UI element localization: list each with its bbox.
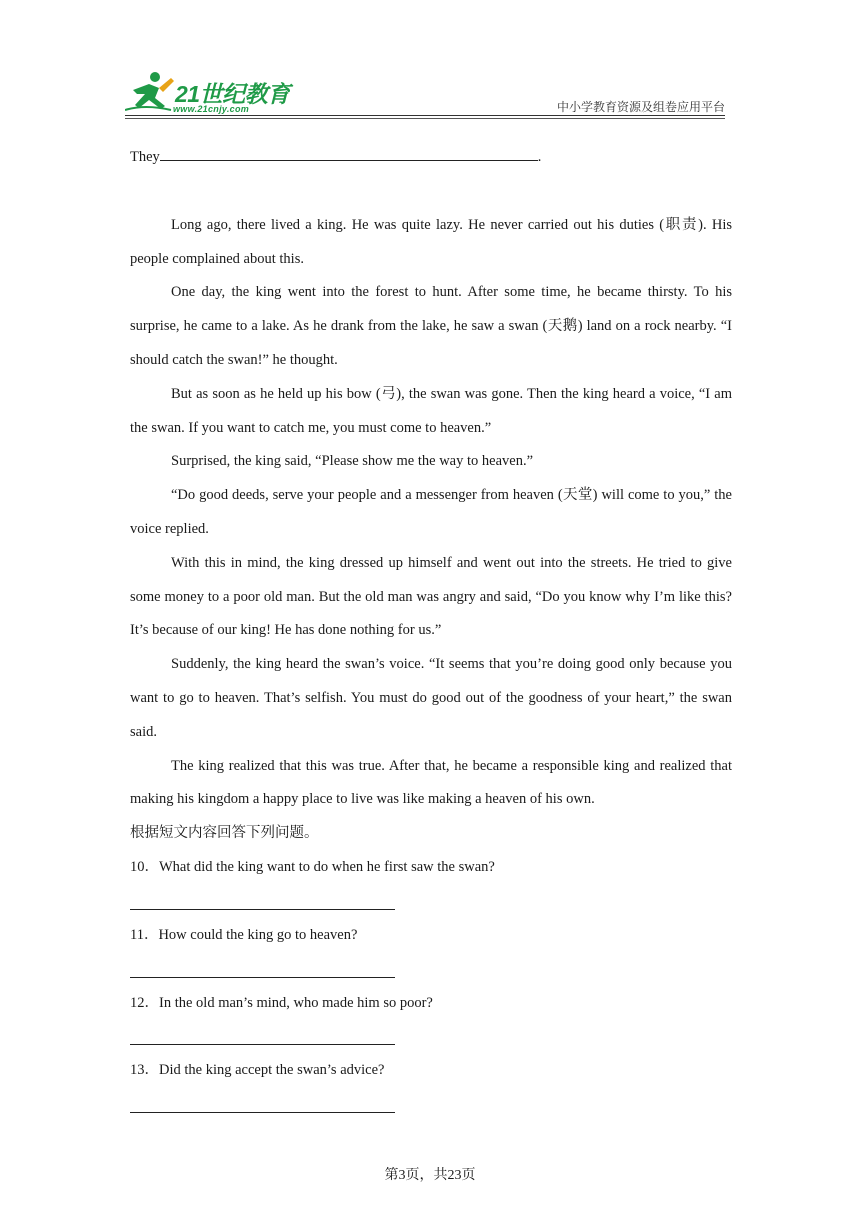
answer-line-10[interactable] bbox=[130, 885, 395, 910]
passage-paragraph: But as soon as he held up his bow (弓), the swan was gone. Then the king heard a voice, “I am the swan. If you want to catch me, you must come to heaven.” bbox=[130, 385, 732, 436]
question-10: 10．What did the king want to do when he first saw the swan? bbox=[130, 858, 495, 875]
logo-url: www.21cnjy.com bbox=[173, 104, 250, 114]
instruction-text: 根据短文内容回答下列问题。 bbox=[130, 825, 319, 842]
answer-line-13[interactable] bbox=[130, 1088, 395, 1113]
passage-paragraph: The king realized that this was true. After that, he became a responsible king and realized that making his kingdom a happy place to live was like making a heaven of his own. bbox=[130, 757, 732, 808]
document-body bbox=[130, 140, 732, 1122]
header-divider bbox=[125, 115, 725, 116]
header-divider-thin bbox=[125, 118, 725, 119]
they-prefix: They bbox=[130, 149, 160, 165]
answer-blank[interactable] bbox=[160, 140, 538, 161]
page-header bbox=[125, 68, 725, 116]
page-number: 第3页，共23页 bbox=[384, 1168, 476, 1183]
answer-line-11[interactable] bbox=[130, 953, 395, 978]
they-suffix: . bbox=[537, 149, 542, 165]
question-13: 13．Did the king accept the swan’s advice? bbox=[130, 1062, 385, 1079]
header-platform-text: 中小学教育资源及组卷应用平台 bbox=[556, 100, 725, 114]
runner-logo-icon bbox=[125, 70, 177, 114]
question-12: 12．In the old man’s mind, who made him so poor? bbox=[130, 994, 433, 1011]
answer-line-they bbox=[130, 140, 732, 175]
passage-paragraph: Long ago, there lived a king. He was quite lazy. He never carried out his duties (职责). His people complained about this. bbox=[130, 216, 732, 267]
passage-paragraph: “Do good deeds, serve your people and a messenger from heaven (天堂) will come to you,” the voice replied. bbox=[130, 487, 732, 537]
passage-paragraph: Suddenly, the king heard the swan’s voice. “It seems that you’re doing good only because you want to go to heaven. That’s selfish. You must do good out of the goodness of your heart,” the swan said. bbox=[130, 656, 732, 740]
passage-paragraph: Surprised, the king said, “Please show me the way to heaven.” bbox=[171, 453, 534, 470]
passage-paragraph: One day, the king went into the forest to hunt. After some time, he became thirsty. To his surprise, he came to a lake. As he drank from the lake, he saw a swan (天鹅) land on a rock nearby. “I should catch the swan!” he thought. bbox=[130, 284, 732, 368]
question-11: 11．How could the king go to heaven? bbox=[130, 926, 358, 943]
passage-paragraph: With this in mind, the king dressed up himself and went out into the streets. He tried to give some money to a poor old man. But the old man was angry and said, “Do you know why I’m like this? It’s because of our king! He has done nothing for us.” bbox=[130, 554, 732, 639]
answer-line-12[interactable] bbox=[130, 1020, 395, 1045]
logo-text: 21世纪教育 bbox=[175, 81, 290, 107]
logo bbox=[125, 70, 295, 114]
